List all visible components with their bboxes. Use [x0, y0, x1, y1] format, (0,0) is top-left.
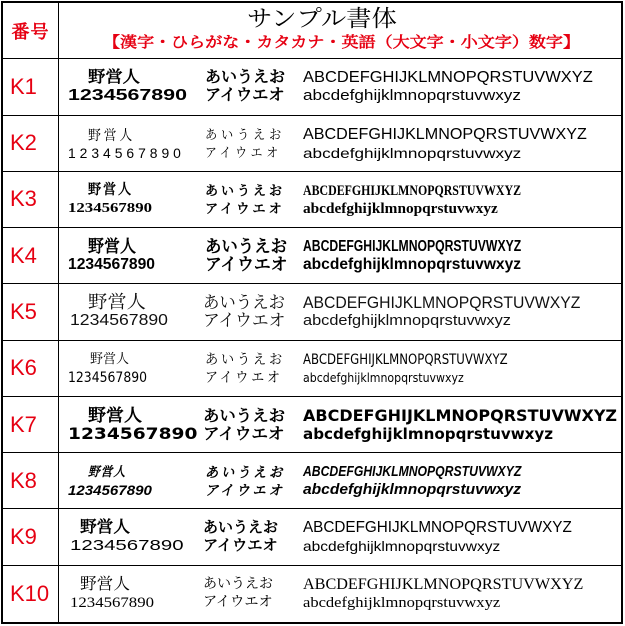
- uppercase-sample: ABCDEFGHIJKLMNOPQRSTUVWXYZ: [303, 238, 522, 256]
- katakana-sample: アイウエオ: [203, 594, 273, 610]
- katakana-sample: アイウエオ: [205, 255, 288, 275]
- sample-cell-k7: [59, 397, 621, 453]
- katakana-sample: アイウエオ: [205, 87, 285, 105]
- kanji-sample: 野営人: [88, 292, 147, 313]
- digits-sample: 1234567890: [68, 256, 155, 274]
- row-number-label: K5: [10, 298, 37, 324]
- sample-title: サンプル書体: [247, 5, 397, 31]
- hiragana-sample: あいうえお: [203, 293, 285, 313]
- sample-cell-k10: [59, 566, 621, 622]
- row-number-cell-k3: [3, 172, 59, 228]
- uppercase-sample: ABCDEFGHIJKLMNOPQRSTUVWXYZ: [303, 463, 522, 481]
- katakana-sample: アイウエオ: [205, 144, 282, 160]
- row-number-label: K10: [10, 580, 50, 606]
- lowercase-sample: abcdefghijklmnopqrstuvwxyz: [303, 312, 511, 330]
- digits-sample: 1234567890: [70, 312, 168, 330]
- uppercase-sample: ABCDEFGHIJKLMNOPQRSTUVWXYZ: [303, 125, 587, 143]
- hiragana-sample: あいうえお: [203, 576, 273, 592]
- hiragana-sample: あいうえお: [203, 405, 286, 425]
- kanji-sample: 野営人: [88, 405, 142, 426]
- lowercase-sample: abcdefghijklmnopqrstuvwxyz: [303, 424, 554, 443]
- lowercase-sample: abcdefghijklmnopqrstuvwxyz: [303, 481, 522, 499]
- digits-sample: 1234567890: [70, 594, 154, 611]
- kanji-sample: 野営人: [88, 464, 127, 480]
- uppercase-sample: ABCDEFGHIJKLMNOPQRSTUVWXYZ: [303, 351, 508, 368]
- digits-sample: 1234567890: [68, 144, 185, 161]
- row-number-label: K2: [10, 130, 37, 156]
- kanji-sample: 野営人: [88, 182, 133, 198]
- sample-cell-k2: [59, 116, 621, 172]
- lowercase-sample: abcdefghijklmnopqrstuvwxyz: [303, 538, 501, 555]
- row-number-label: K7: [10, 411, 37, 437]
- row-number-cell-k9: [3, 509, 59, 565]
- row-number-label: K6: [10, 355, 37, 381]
- number-header-label: 番号: [11, 21, 50, 42]
- uppercase-sample: ABCDEFGHIJKLMNOPQRSTUVWXYZ: [303, 293, 581, 313]
- row-number-label: K3: [10, 186, 37, 212]
- hiragana-sample: あいうえお: [205, 182, 286, 198]
- uppercase-sample: ABCDEFGHIJKLMNOPQRSTUVWXYZ: [303, 519, 572, 537]
- row-number-cell-k7: [3, 397, 59, 453]
- katakana-sample: アイウエオ: [203, 537, 278, 555]
- row-number-cell-k4: [3, 228, 59, 284]
- row-number-label: K9: [10, 524, 37, 550]
- digits-sample: 1234567890: [68, 369, 148, 386]
- row-number-label: K1: [10, 73, 37, 99]
- hiragana-sample: あいうえお: [205, 126, 286, 142]
- sample-cell-k8: [59, 453, 621, 509]
- kanji-sample: 野営人: [90, 351, 130, 367]
- kanji-sample: 野営人: [80, 575, 131, 593]
- katakana-sample: アイウエオ: [205, 482, 285, 499]
- sample-subtitle: 【漢字・ひらがな・カタカナ・英語（大文字・小文字）数字】: [103, 34, 581, 51]
- uppercase-sample: ABCDEFGHIJKLMNOPQRSTUVWXYZ: [303, 69, 593, 87]
- lowercase-sample: abcdefghijklmnopqrstuvwxyz: [303, 256, 522, 274]
- digits-sample: 1234567890: [68, 482, 152, 499]
- kanji-sample: 野営人: [80, 519, 131, 537]
- lowercase-sample: abcdefghijklmnopqrstuvwxyz: [303, 200, 498, 217]
- row-number-label: K8: [10, 467, 37, 493]
- digits-sample: 1234567890: [68, 200, 152, 216]
- lowercase-sample: abcdefghijklmnopqrstuvwxyz: [303, 144, 522, 161]
- row-number-cell-k8: [3, 453, 59, 509]
- hiragana-sample: あいうえお: [203, 519, 279, 537]
- sample-cell-k5: [59, 284, 621, 340]
- font-sample-table: [1, 1, 623, 624]
- uppercase-sample: ABCDEFGHIJKLMNOPQRSTUVWXYZ: [303, 182, 522, 199]
- sample-header-cell: [59, 3, 621, 59]
- row-number-cell-k5: [3, 284, 59, 340]
- hiragana-sample: あいうえお: [205, 69, 286, 87]
- digits-sample: 1234567890: [68, 87, 187, 105]
- hiragana-sample: あいうえお: [205, 237, 287, 257]
- lowercase-sample: abcdefghijklmnopqrstuvwxyz: [303, 594, 501, 611]
- digits-sample: 1234567890: [70, 537, 184, 555]
- katakana-sample: アイウエオ: [203, 311, 286, 331]
- number-header-cell: [3, 3, 59, 59]
- kanji-sample: 野営人: [88, 126, 136, 143]
- sample-cell-k4: [59, 228, 621, 284]
- sample-cell-k3: [59, 172, 621, 228]
- row-number-cell-k10: [3, 566, 59, 622]
- kanji-sample: 野営人: [88, 237, 137, 257]
- lowercase-sample: abcdefghijklmnopqrstuvwxyz: [303, 370, 464, 385]
- sample-cell-k1: [59, 59, 621, 115]
- kanji-sample: 野営人: [88, 69, 141, 87]
- sample-cell-k9: [59, 509, 621, 565]
- row-number-label: K4: [10, 242, 37, 268]
- hiragana-sample: あいうえお: [205, 464, 286, 481]
- katakana-sample: アイウエオ: [205, 200, 285, 216]
- lowercase-sample: abcdefghijklmnopqrstuvwxyz: [303, 87, 521, 105]
- katakana-sample: アイウエオ: [203, 423, 285, 443]
- hiragana-sample: あいうえお: [205, 351, 286, 368]
- row-number-cell-k6: [3, 341, 59, 397]
- row-number-cell-k2: [3, 116, 59, 172]
- katakana-sample: アイウエオ: [205, 369, 283, 386]
- uppercase-sample: ABCDEFGHIJKLMNOPQRSTUVWXYZ: [303, 575, 584, 593]
- digits-sample: 1234567890: [68, 423, 198, 443]
- row-number-cell-k1: [3, 59, 59, 115]
- sample-cell-k6: [59, 341, 621, 397]
- uppercase-sample: ABCDEFGHIJKLMNOPQRSTUVWXYZ: [303, 405, 618, 425]
